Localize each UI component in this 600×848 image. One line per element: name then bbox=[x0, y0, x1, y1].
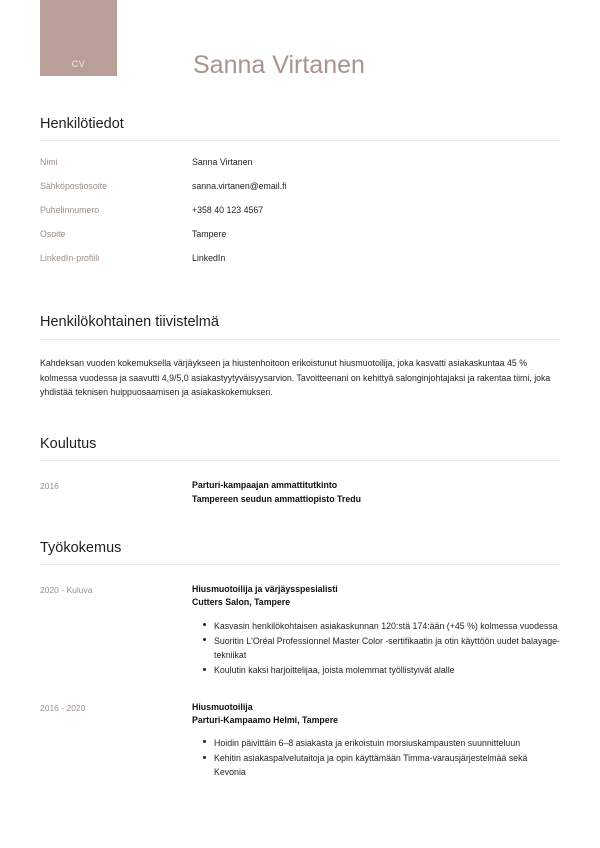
section-divider-personal-details bbox=[40, 140, 560, 141]
personal-label-address: Osoite bbox=[40, 229, 66, 240]
cv-header bbox=[0, 0, 600, 100]
education-entry-title: Parturi-kampaajan ammattitutkinto bbox=[192, 480, 338, 491]
cv-logo-box bbox=[40, 0, 117, 76]
list-item-text: Hoidin päivittäin 6–8 asiakasta ja erikoistuin morsiuskampausten suunnitteluun bbox=[214, 737, 521, 748]
list-item-text: Kehitin asiakaspalvelutaitoja ja opin käyttämään Timma-varausjärjestelmää sekä Kevonia bbox=[214, 753, 528, 778]
education-entry-date: 2016 bbox=[40, 481, 59, 492]
personal-summary-text: Kahdeksan vuoden kokemuksella värjäykseen ja hiustenhoitoon erikoistunut hiusmuotoilija, joka kasvatti asiakaskuntaa 45 % kolmessa vuodessa ja saavutti 4,9/5,0 asiakastyytyväisyysarvion. Tavoitteenani on kehittyä salonginjohtajaksi ja rakentaa tiimi, joka yhdistää teknisen huippuosaamisen ja asiakaskokemuksen. bbox=[40, 357, 551, 398]
section-personal-details bbox=[40, 116, 560, 278]
table-row bbox=[40, 230, 560, 254]
personal-label-phone: Puhelinnumero bbox=[40, 205, 100, 216]
work-entry-employer: Parturi-Kampaamo Helmi, Tampere bbox=[192, 714, 339, 725]
personal-label-name: Nimi bbox=[40, 157, 58, 168]
section-work-experience bbox=[40, 540, 560, 781]
personal-value-name: Sanna Virtanen bbox=[192, 157, 253, 168]
work-entry-title: Hiusmuotoilija ja värjäysspesialisti bbox=[192, 584, 338, 595]
list-item bbox=[214, 619, 560, 633]
table-row bbox=[40, 206, 560, 230]
work-entry bbox=[40, 701, 560, 781]
cv-content bbox=[0, 116, 600, 781]
list-item bbox=[214, 663, 560, 677]
work-entry-employer: Cutters Salon, Tampere bbox=[192, 597, 291, 608]
personal-label-email: Sähköpostiosoite bbox=[40, 181, 107, 192]
list-item bbox=[214, 634, 560, 663]
personal-value-phone: +358 40 123 4567 bbox=[192, 205, 264, 216]
bullet-dot-icon bbox=[203, 740, 206, 743]
section-divider-education bbox=[40, 460, 560, 461]
work-entry-date: 2016 - 2020 bbox=[40, 702, 86, 713]
candidate-name: Sanna Virtanen bbox=[193, 51, 365, 79]
table-row bbox=[40, 158, 560, 182]
bullet-dot-icon bbox=[203, 756, 206, 759]
bullet-dot-icon bbox=[203, 668, 206, 671]
personal-label-linkedin: LinkedIn-profiili bbox=[40, 253, 100, 264]
section-title-personal-details: Henkilötiedot bbox=[40, 116, 124, 132]
education-entry bbox=[40, 479, 560, 505]
bullet-dot-icon bbox=[203, 623, 206, 626]
work-entry-body bbox=[192, 583, 560, 678]
list-item-text: Kasvasin henkilökohtaisen asiakaskunnan 120:stä 174:ään (+45 %) kolmessa vuodessa bbox=[214, 620, 558, 631]
table-row bbox=[40, 254, 560, 278]
section-personal-summary bbox=[40, 314, 560, 400]
section-title-personal-summary: Henkilökohtainen tiivistelmä bbox=[40, 314, 219, 331]
work-entry bbox=[40, 583, 560, 678]
cv-logo-label: CV bbox=[71, 59, 86, 69]
work-entry-bullets bbox=[192, 619, 560, 678]
list-item-text: Koulutin kaksi harjoittelijaa, joista molemmat työllistyivät alalle bbox=[214, 665, 455, 676]
section-education bbox=[40, 436, 560, 506]
personal-value-email: sanna.virtanen@email.fi bbox=[192, 181, 287, 192]
table-row bbox=[40, 182, 560, 206]
section-title-education: Koulutus bbox=[40, 436, 97, 453]
work-entry-body bbox=[192, 701, 560, 781]
bullet-dot-icon bbox=[203, 638, 206, 641]
work-entry-title: Hiusmuotoilija bbox=[192, 701, 253, 712]
work-entry-date: 2020 - Kuluva bbox=[40, 585, 93, 596]
section-divider-personal-summary bbox=[40, 339, 560, 340]
section-divider-work-experience bbox=[40, 564, 560, 565]
list-item bbox=[214, 751, 560, 780]
work-entry-bullets bbox=[192, 736, 560, 780]
education-entry-institution: Tampereen seudun ammattiopisto Tredu bbox=[192, 493, 361, 504]
education-entry-body bbox=[192, 479, 560, 505]
section-title-work-experience: Työkokemus bbox=[40, 539, 122, 556]
personal-value-address: Tampere bbox=[192, 229, 227, 240]
list-item bbox=[214, 736, 560, 750]
list-item-text: Suoritin L'Oréal Professionnel Master Color -sertifikaatin ja otin käyttöön uudet balayage-tekniikat bbox=[214, 635, 560, 661]
personal-details-table bbox=[40, 158, 560, 278]
personal-value-linkedin: LinkedIn bbox=[192, 253, 226, 264]
